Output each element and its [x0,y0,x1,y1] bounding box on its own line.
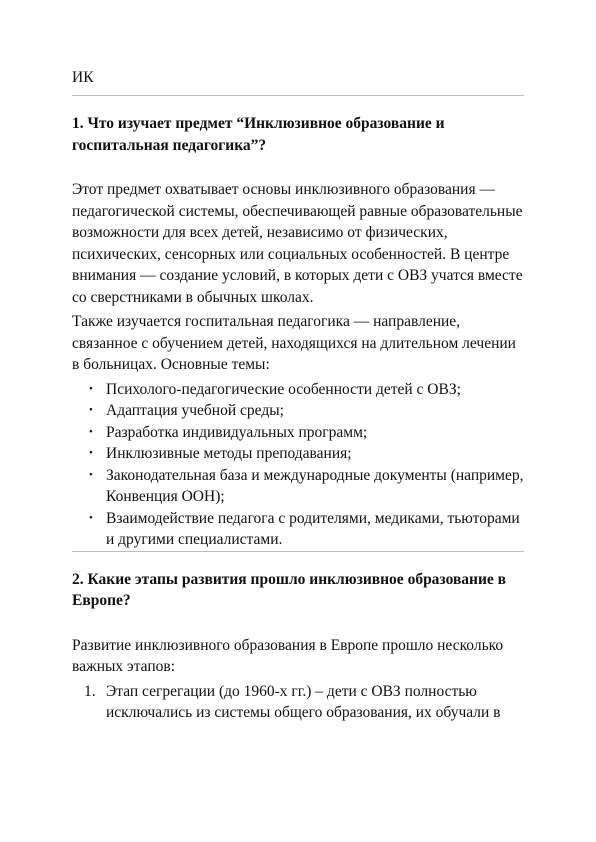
page-header: ИК [72,69,94,86]
section-1-paragraph-1: Этот предмет охватывает основы инклюзивного образования — педагогической системы, обеспечивающей равные образовательные возможности для всех детей, независимо от физических, психических, сенсорных или социальных особенностей. В центре внимания — создание условий, в которых дети с ОВЗ учатся вместе со сверстниками в обычных школах. [72,181,523,306]
list-item: • Взаимодействие педагога с родителями, медиками, тьюторами и другими специалистами. [106,508,524,551]
list-item: • Инклюзивные методы преподавания; [106,443,524,465]
section-divider [72,551,524,552]
list-item: • Адаптация учебной среды; [106,400,524,422]
list-item: • Разработка индивидуальных программ; [106,422,524,444]
stages-list [72,681,524,724]
list-item [84,681,524,724]
list-item-text: Этап сегрегации (до 1960-х гг.) – дети с ОВЗ полностью исключались из системы общего образования, их обучали в [106,682,501,721]
list-item-number: 1. [84,682,96,700]
section-2-title: 2. Какие этапы развития прошло инклюзивное образование в Европе? [72,570,507,609]
list-item: • Законодательная база и международные документы (например, Конвенция ООН); [106,465,524,508]
header-divider [72,95,524,96]
list-item: • Психолого-педагогические особенности детей с ОВЗ; [106,379,524,401]
section-1-title: 1. Что изучает предмет “Инклюзивное образование и госпитальная педагогика”? [72,115,445,154]
section-1-paragraph-2: Также изучается госпитальная педагогика — направление, связанное с обучением детей, находящихся на длительном лечении в больницах. Основные темы: [72,313,516,373]
topics-list [72,379,524,551]
section-2-paragraph-1: Развитие инклюзивного образования в Европе прошло несколько важных этапов: [72,636,504,675]
